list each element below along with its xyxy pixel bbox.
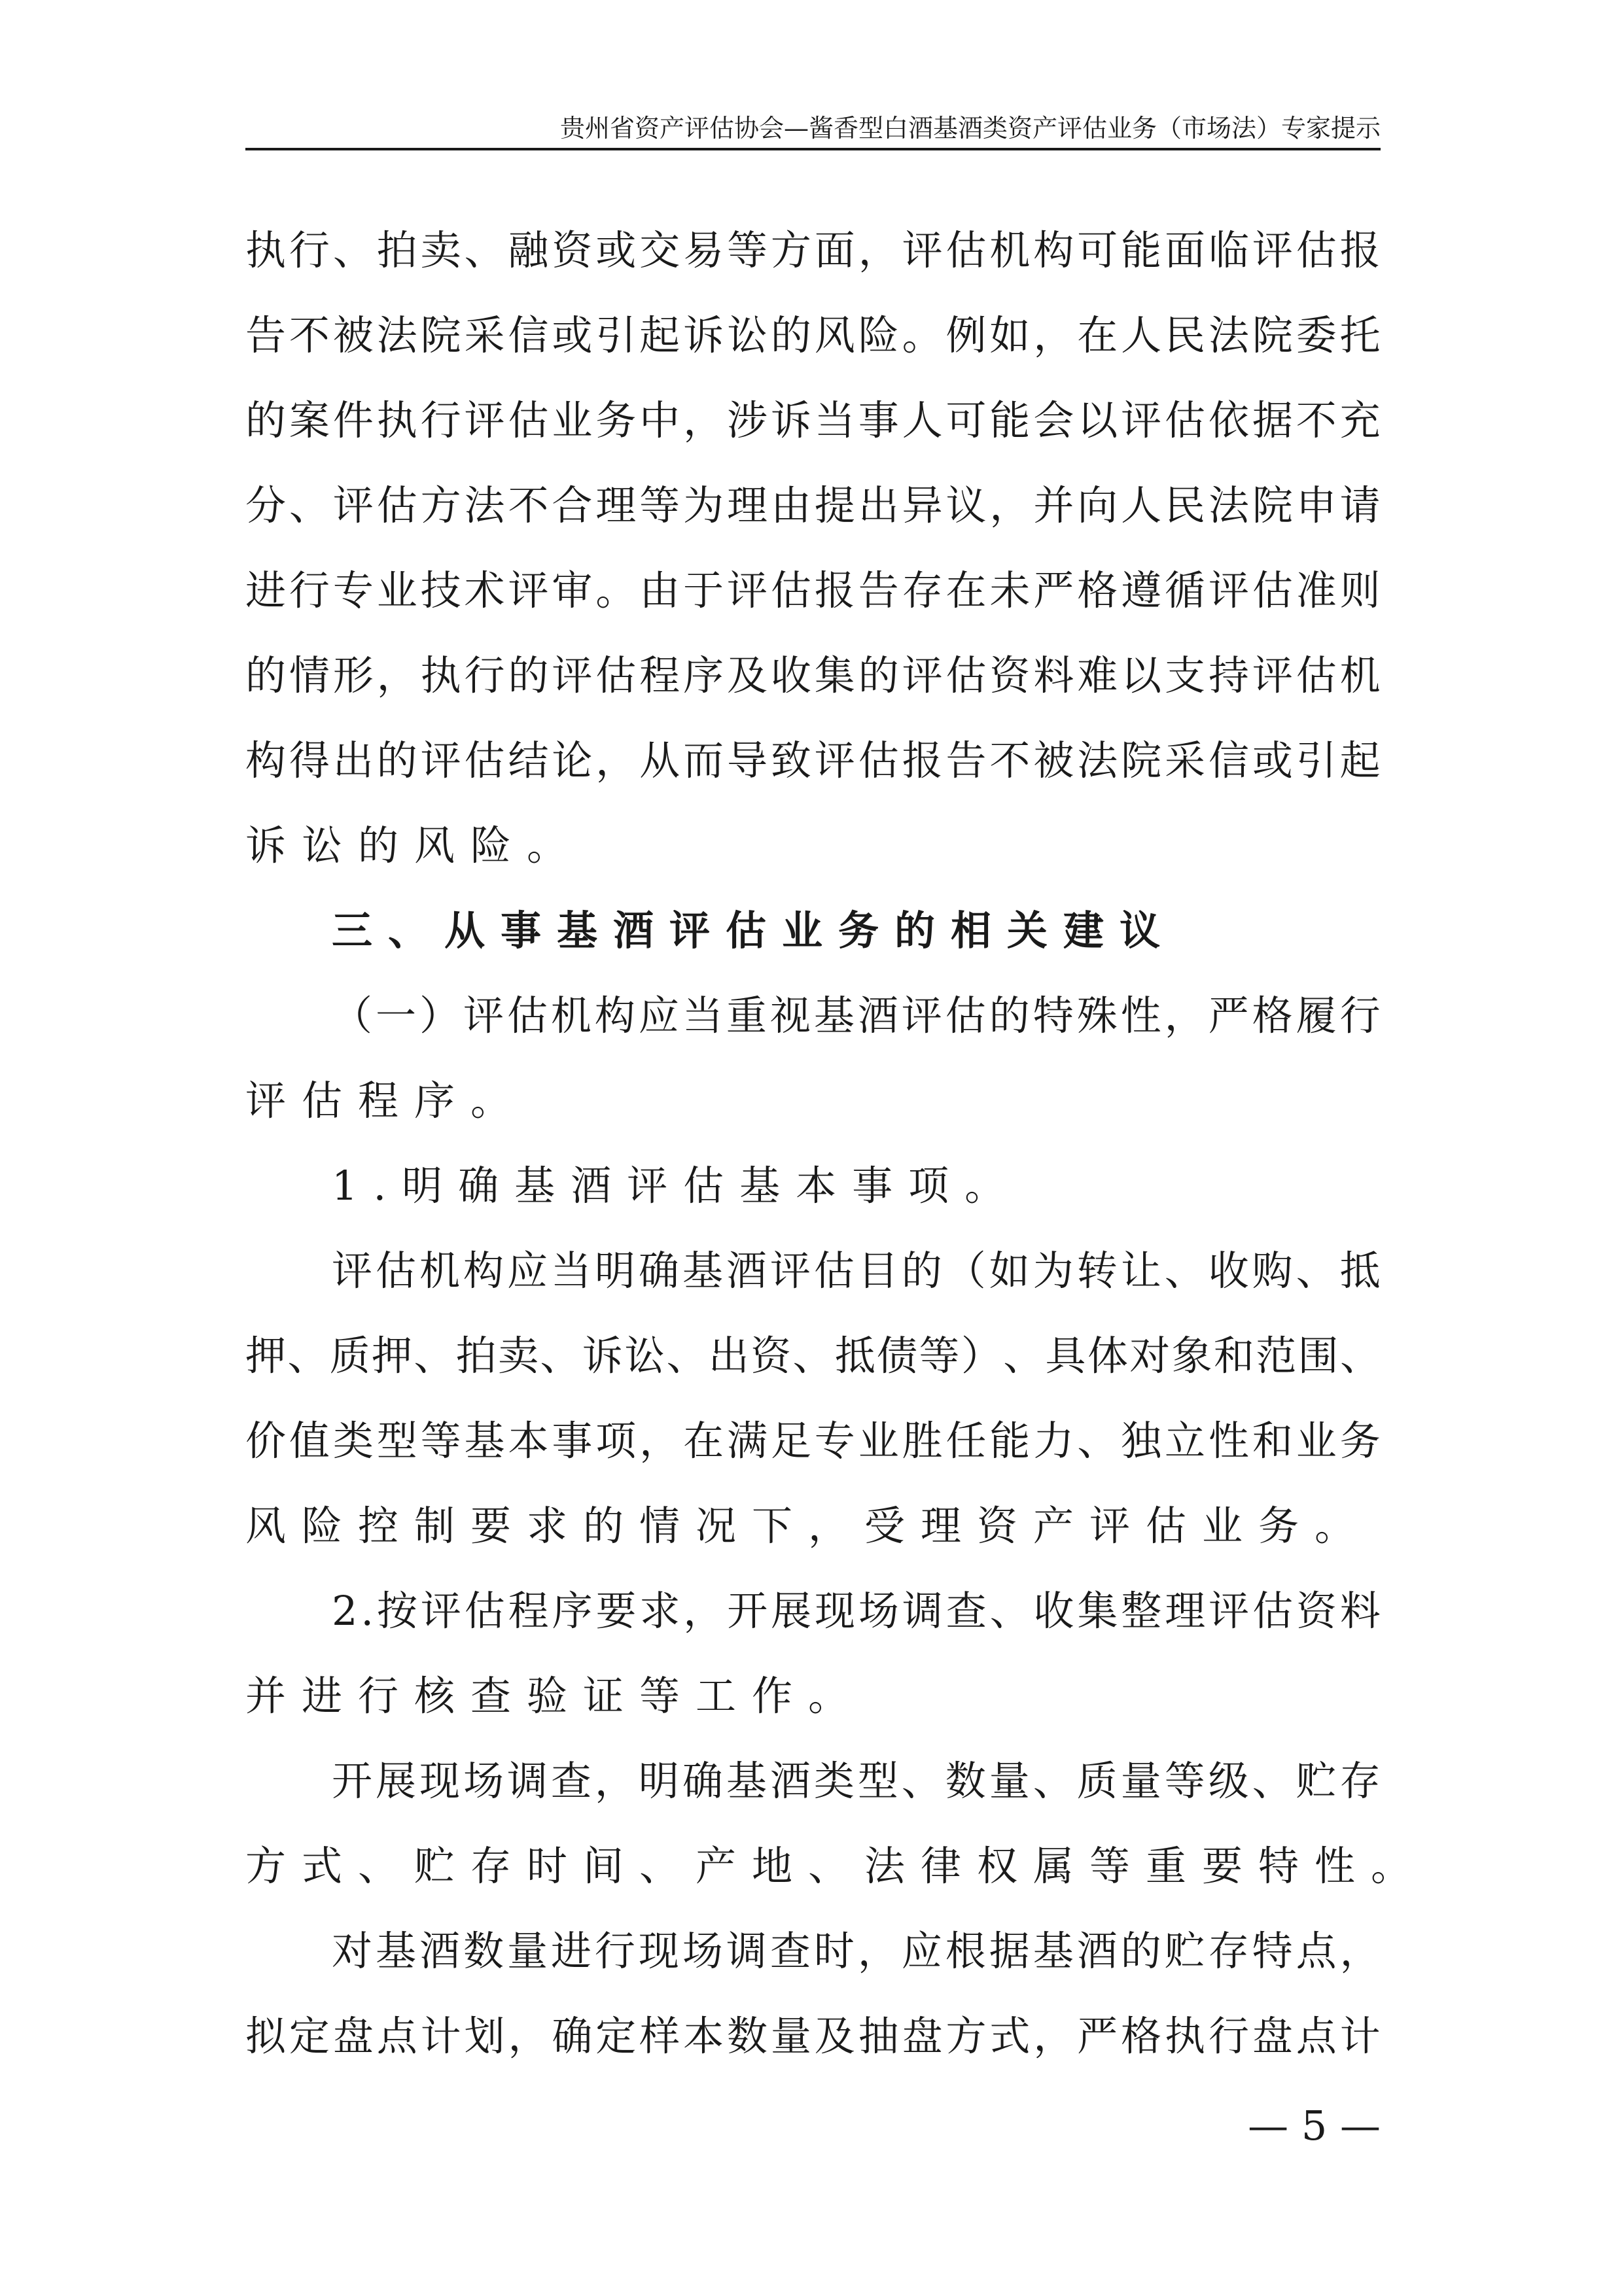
text-line: 的 案 件 执 行 评 估 业 务 中 ， 涉 诉 当 事 人 可 能 会 以 评 估 依 据 不 充 <box>245 396 1381 444</box>
header-rule <box>245 148 1381 150</box>
text-line: 对 基 酒 数 量 进 行 现 场 调 查 时 ， 应 根 据 基 酒 的 贮 存 特 点 ， <box>332 1927 1381 1975</box>
text-line: （ 一 ） 评 估 机 构 应 当 重 视 基 酒 评 估 的 特 殊 性 ， 严 格 履 行 <box>332 992 1381 1039</box>
text-line: 诉讼的风险。 <box>245 822 584 869</box>
section-heading: 三、从事基酒评估业务的相关建议 <box>332 907 1176 954</box>
text-line: 开 展 现 场 调 查 ， 明 确 基 酒 类 型 、 数 量 、 质 量 等 级 、 贮 存 <box>332 1757 1381 1805</box>
text-line: 押 、 质 押 、 拍 卖 、 诉 讼 、 出 资 、 抵 债 等 ） 、 具 体 对 象 和 范 围 、 <box>245 1332 1381 1380</box>
text-line: 拟 定 盘 点 计 划 ， 确 定 样 本 数 量 及 抽 盘 方 式 ， 严 格 执 行 盘 点 计 <box>245 2012 1381 2060</box>
text-line: 1.明确基酒评估基本事项。 <box>332 1162 1021 1209</box>
text-line: 2 . 按 评 估 程 序 要 求 ， 开 展 现 场 调 查 、 收 集 整 理 评 估 资 料 <box>332 1587 1381 1635</box>
text-line: 风险控制要求的情况下，受理资产评估业务。 <box>245 1502 1371 1550</box>
text-line: 构 得 出 的 评 估 结 论 ， 从 而 导 致 评 估 报 告 不 被 法 院 采 信 或 引 起 <box>245 737 1381 784</box>
text-line: 的 情 形 ， 执 行 的 评 估 程 序 及 收 集 的 评 估 资 料 难 以 支 持 评 估 机 <box>245 652 1381 699</box>
text-line: 方式、贮存时间、产地、法律权属等重要特性。 <box>245 1842 1428 1890</box>
page-number: — 5 — <box>1248 2102 1381 2149</box>
text-line: 分 、 评 估 方 法 不 合 理 等 为 理 由 提 出 异 议 ， 并 向 人 民 法 院 申 请 <box>245 481 1381 529</box>
text-line: 进 行 专 业 技 术 评 审 。 由 于 评 估 报 告 存 在 未 严 格 遵 循 评 估 准 则 <box>245 566 1381 614</box>
text-line: 评 估 机 构 应 当 明 确 基 酒 评 估 目 的 （ 如 为 转 让 、 收 购 、 抵 <box>332 1247 1381 1295</box>
text-line: 并进行核查验证等工作。 <box>245 1672 865 1720</box>
running-header: 贵州省资产评估协会—酱香型白酒基酒类资产评估业务（市场法）专家提示 <box>559 114 1381 143</box>
text-line: 执 行 、 拍 卖 、 融 资 或 交 易 等 方 面 ， 评 估 机 构 可 能 面 临 评 估 报 <box>245 226 1381 274</box>
text-line: 价 值 类 型 等 基 本 事 项 ， 在 满 足 专 业 胜 任 能 力 、 独 立 性 和 业 务 <box>245 1417 1381 1465</box>
text-line: 告 不 被 法 院 采 信 或 引 起 诉 讼 的 风 险 。 例 如 ， 在 人 民 法 院 委 托 <box>245 311 1381 359</box>
body-text <box>245 208 1428 2079</box>
text-line: 评估程序。 <box>245 1077 527 1124</box>
